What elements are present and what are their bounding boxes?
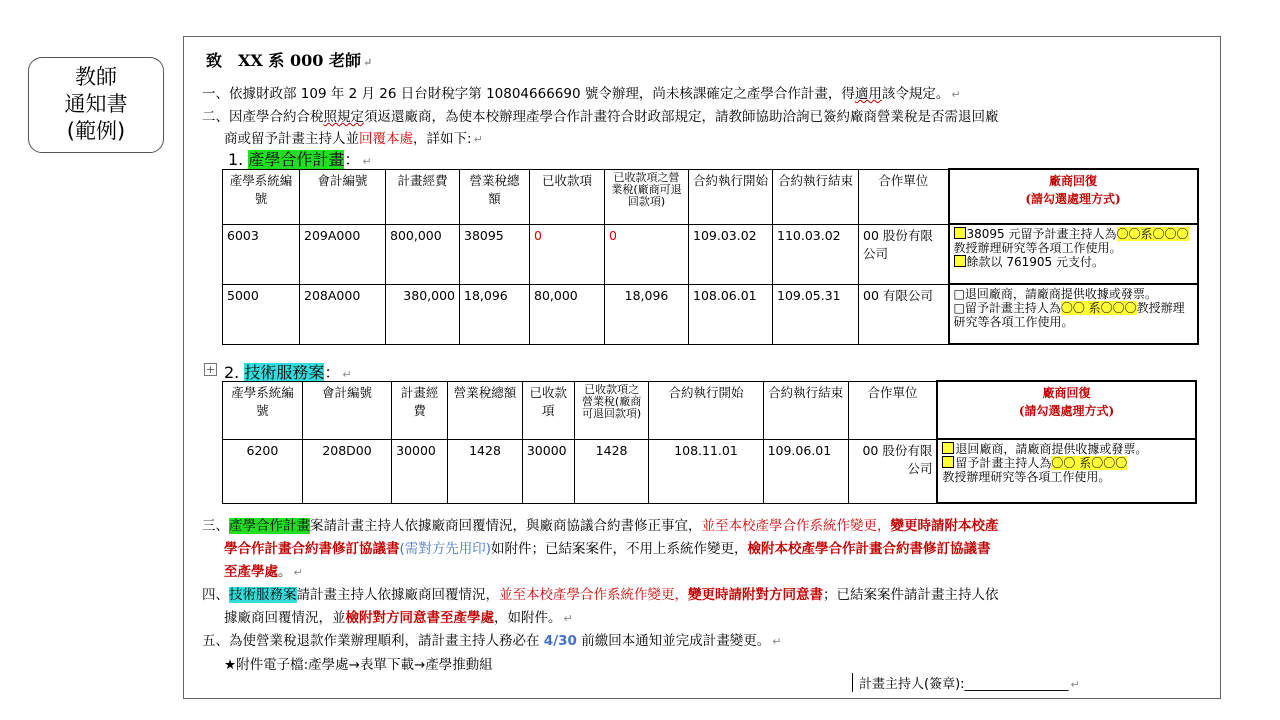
cell: 108.06.01	[689, 284, 773, 344]
cell: 109.06.01	[763, 439, 848, 503]
cell: 109.03.02	[689, 224, 773, 284]
item-2-line-1: 二、因產學合約合稅照規定須返還廠商，為使本校辦理產學合作計畫符合財政部規定，請教師協助洽詢已簽約廠商營業稅是否需退回廠	[202, 109, 999, 125]
label-line-3: (範例)	[66, 119, 126, 143]
table-header-row	[223, 381, 1216, 439]
table-row	[223, 224, 1217, 284]
checkbox[interactable]	[942, 442, 954, 454]
cell: 30000	[392, 439, 448, 503]
table-row	[223, 284, 1217, 344]
item-4-line-2: 據廠商回覆情況，並檢附對方同意書至產學處，如附件。 ↵	[224, 610, 573, 626]
item-3-line-1: 三、產學合作計畫案請計畫主持人依據廠商回覆情況，與廠商協議合約書修正事宜，並至本校產學合作系統作變更，變更時請附本校產	[202, 518, 999, 534]
col-header: 產學系統編號	[223, 169, 300, 224]
col-header: 會計編號	[300, 169, 386, 224]
checkbox[interactable]	[954, 255, 966, 267]
col-header: 已收款項之營業稅(廠商可退回款項)	[605, 169, 689, 224]
technical-service-table	[222, 380, 1216, 504]
item-2-line-2: 商或留予計畫主持人並回覆本處，詳如下: ↵	[224, 131, 483, 147]
label-line-2: 通知書	[64, 92, 128, 116]
cell: 109.05.31	[773, 284, 859, 344]
col-header: 已收款項之營業稅(廠商可退回款項)	[574, 381, 649, 439]
industry-cooperation-table	[222, 168, 1217, 345]
cell: 800,000	[386, 224, 460, 284]
col-header: 已收款項	[522, 381, 574, 439]
vendor-reply-cell: 退回廠商，請廠商提供收據或發票。 留予計畫主持人為〇〇 系〇〇〇 教授辦理研究等各項工作使用。	[937, 439, 1195, 503]
item-3-line-3: 至產學處。 ↵	[224, 564, 303, 580]
section-2-heading: 2. 技術服務案： ↵	[224, 363, 352, 382]
col-header: 產學系統編號	[223, 381, 303, 439]
cell: 1428	[448, 439, 523, 503]
col-header: 計畫經費	[386, 169, 460, 224]
table-move-handle-icon[interactable]: +	[205, 363, 216, 376]
item-3-line-2: 學合作計畫合約書修訂協議書(需對方先用印)如附件；已結案案件，不用上系統作變更，檢附本校產學合作計畫合約書修訂協議書	[224, 541, 991, 557]
cell: 00 股份有限公司	[848, 439, 937, 503]
table-row	[223, 439, 1216, 503]
cell: 209A000	[300, 224, 386, 284]
checkbox[interactable]	[954, 227, 966, 239]
col-header: 計畫經費	[392, 381, 448, 439]
signature-line: 計畫主持人(簽章):________________ ↵	[852, 673, 1080, 692]
col-header: 營業稅總額	[448, 381, 523, 439]
cell: 80,000	[530, 284, 605, 344]
table-header-row	[223, 169, 1217, 224]
reply-header: 廠商回復 (請勾選處理方式)	[949, 169, 1198, 224]
label-line-1: 教師	[75, 65, 117, 89]
cell: 00 有限公司	[859, 284, 949, 344]
reply-header: 廠商回復 (請勾選處理方式)	[937, 381, 1195, 439]
cell: 00 股份有限公司	[859, 224, 949, 284]
cell: 6200	[223, 439, 303, 503]
cell: 6003	[223, 224, 300, 284]
attachment-note: ★附件電子檔:產學處→表單下載→產學推動組	[224, 657, 493, 673]
cell: 18,096	[605, 284, 689, 344]
cell: 0	[605, 224, 689, 284]
section-1-heading: 1. 產學合作計畫： ↵	[228, 150, 372, 169]
cell: 18,096	[460, 284, 530, 344]
item-5: 五、為使營業稅退款作業辦理順利，請計畫主持人務必在 4/30 前繳回本通知並完成計畫變更。 ↵	[202, 633, 782, 649]
col-header: 會計編號	[302, 381, 391, 439]
col-header: 已收款項	[530, 169, 605, 224]
cell: 108.11.01	[649, 439, 763, 503]
item-1: 一、依據財政部 109 年 2 月 26 日台財稅字第 10804666690 號令辦理，尚未核課確定之產學合作計畫，得適用該令規定。 ↵	[202, 86, 961, 102]
col-header: 合約執行開始	[689, 169, 773, 224]
cell: 110.03.02	[773, 224, 859, 284]
cell: 208A000	[300, 284, 386, 344]
cell: 0	[530, 224, 605, 284]
doc-title: 致 XX 系 000 老師 ↵	[206, 51, 373, 70]
vendor-reply-cell: 38095 元留予計畫主持人為〇〇系〇〇〇教授辦理研究等各項工作使用。 餘款以 761905 元支付。	[949, 224, 1198, 284]
template-label-box	[28, 57, 164, 153]
col-header: 營業稅總額	[460, 169, 530, 224]
notice-document	[183, 36, 1221, 699]
col-header: 合約執行結束	[763, 381, 848, 439]
col-header: 合約執行結束	[773, 169, 859, 224]
cell: 208D00	[302, 439, 391, 503]
cell: 5000	[223, 284, 300, 344]
cell: 1428	[574, 439, 649, 503]
checkbox[interactable]	[942, 456, 954, 468]
cell: 38095	[460, 224, 530, 284]
item-4-line-1: 四、技術服務案請計畫主持人依據廠商回覆情況，並至本校產學合作系統作變更，變更時請附對方同意書；已結案案件請計畫主持人依	[202, 587, 999, 603]
cell: 380,000	[386, 284, 460, 344]
cell: 30000	[522, 439, 574, 503]
col-header: 合作單位	[859, 169, 949, 224]
col-header: 合作單位	[848, 381, 937, 439]
vendor-reply-cell: □退回廠商，請廠商提供收據或發票。 □留予計畫主持人為〇〇 系〇〇〇教授辦理研究等各項工作使用。	[949, 284, 1198, 344]
col-header: 合約執行開始	[649, 381, 763, 439]
